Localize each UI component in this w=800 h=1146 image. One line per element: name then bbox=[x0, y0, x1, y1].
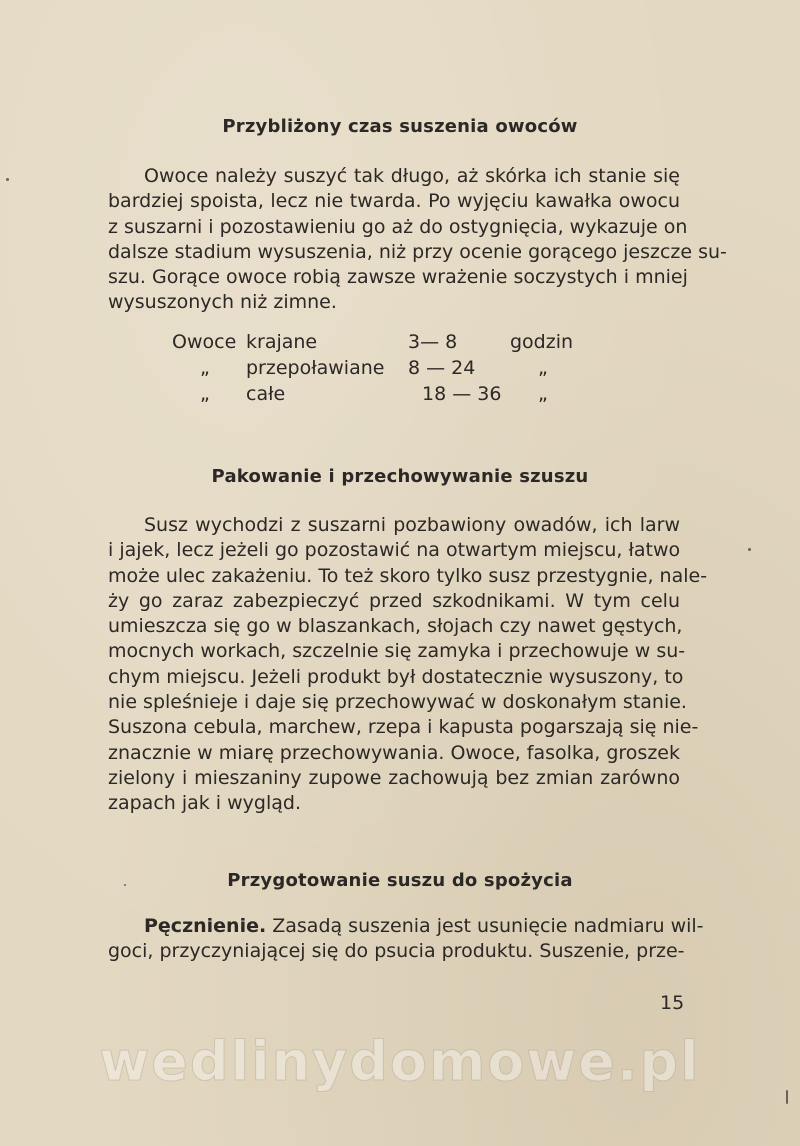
text-line: znacznie w miarę przechowywania. Owoce, fasolka, groszek bbox=[108, 741, 680, 764]
table-range: 3— 8 bbox=[408, 331, 458, 353]
paragraph-preparation bbox=[108, 914, 704, 965]
scan-speck bbox=[6, 178, 9, 181]
text-line: umieszcza się go w blaszankach, słojach czy nawet gęstych, bbox=[108, 615, 683, 638]
text-line: nie spleśnieje i daje się przechowywać w doskonałym stanie. bbox=[108, 691, 687, 714]
table-unit: „ bbox=[538, 357, 548, 379]
table-item: Owoce bbox=[172, 331, 237, 353]
table-unit: „ bbox=[538, 383, 548, 405]
paragraph-packing bbox=[108, 513, 708, 817]
table-range: 8 — 24 bbox=[408, 357, 476, 379]
table-variant: przepoławiane bbox=[246, 357, 385, 379]
text-line: z suszarni i pozostawieniu go aż do ostygnięcia, wykazuje on bbox=[108, 215, 688, 238]
scan-speck bbox=[124, 884, 126, 886]
scan-speck bbox=[786, 1090, 788, 1104]
section-title-preparation: Przygotowanie suszu do spożycia bbox=[227, 870, 573, 891]
text-line: Suszona cebula, marchew, rzepa i kapusta pogarszają się nie- bbox=[108, 716, 699, 739]
text-line: goci, przyczyniającej się do psucia produktu. Suszenie, prze- bbox=[108, 940, 685, 963]
table-item: „ bbox=[200, 357, 210, 379]
text-line: i jajek, lecz jeżeli go pozostawić na otwartym miejscu, łatwo bbox=[108, 539, 681, 562]
table-item: „ bbox=[200, 383, 210, 405]
table-row bbox=[172, 355, 592, 381]
text-line: bardziej spoista, lecz nie twarda. Po wyjęciu kawałka owocu bbox=[108, 190, 680, 213]
text-line: mocnych workach, szczelnie się zamyka i przechowuje w su- bbox=[108, 640, 686, 663]
drying-time-table bbox=[172, 329, 592, 407]
text-line: zielony i mieszaniny zupowe zachowują bez zmian zarówno bbox=[108, 766, 680, 789]
table-variant: całe bbox=[246, 383, 286, 405]
page-number: 15 bbox=[660, 992, 685, 1014]
text-line: chym miejscu. Jeżeli produkt był dostatecznie wysuszony, to bbox=[108, 665, 684, 688]
text-line: Susz wychodzi z suszarni pozbawiony owadów, ich larw bbox=[144, 514, 680, 536]
table-row bbox=[172, 329, 592, 355]
text-line: może ulec zakażeniu. To też skoro tylko susz przestygnie, nale- bbox=[108, 564, 708, 587]
table-unit: godzin bbox=[510, 331, 574, 353]
table-variant: krajane bbox=[246, 331, 318, 353]
watermark: wedlinydomowe.pl bbox=[99, 1030, 701, 1093]
text-line: Owoce należy suszyć tak długo, aż skórka ich stanie się bbox=[144, 165, 680, 187]
text-line: wysuszonych niż zimne. bbox=[108, 291, 337, 314]
table-row bbox=[172, 381, 592, 407]
text-line: dalsze stadium wysuszenia, niż przy ocenie gorącego jeszcze su- bbox=[108, 240, 727, 263]
text-line-rest: Zasadą suszenia jest usunięcie nadmiaru wil- bbox=[266, 915, 704, 937]
text-line bbox=[108, 914, 704, 939]
lead-term: Pęcznienie. bbox=[144, 915, 267, 937]
table-range: 18 — 36 bbox=[422, 383, 502, 405]
section-title-drying-time: Przybliżony czas suszenia owoców bbox=[222, 116, 578, 137]
text-line: szu. Gorące owoce robią zawsze wrażenie soczystych i mniej bbox=[108, 266, 688, 289]
paragraph-drying-time bbox=[108, 164, 727, 316]
text-line: zapach jak i wygląd. bbox=[108, 792, 301, 815]
scan-speck bbox=[748, 548, 751, 551]
text-line: ży go zaraz zabezpieczyć przed szkodnikami. W tym celu bbox=[108, 589, 680, 612]
section-title-packing: Pakowanie i przechowywanie szuszu bbox=[211, 466, 589, 487]
